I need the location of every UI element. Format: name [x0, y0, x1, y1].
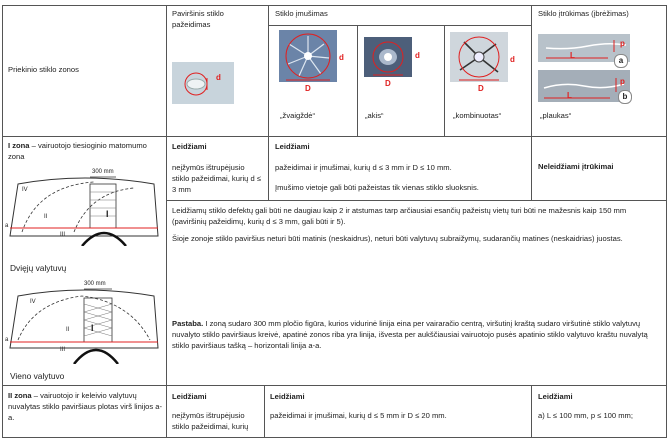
col-divider-3: [531, 5, 532, 201]
subcol-divider-1: [357, 25, 358, 136]
zone1-note-1: Leidžiamų stiklo defektų gali būti ne daugiau kaip 2 ir atstumas tarp arčiausiai esančių pažeistų vietų turi būti ne mažesnis kaip 150 mm (paviršinių pažeidimų, kurių d ≤ 3 mm, gali būti ir 5).: [172, 206, 627, 226]
zone-diagram-two-wipers: [4, 170, 164, 246]
zone2-title-bold: II zona: [8, 391, 32, 400]
diagram2-zone-I: I: [91, 323, 94, 333]
zone2-surface-allowed: Leidžiami: [172, 392, 207, 401]
crack-image-b: [538, 70, 630, 102]
crack-b-badge: b: [618, 90, 632, 104]
crack-photo-b: [538, 70, 630, 102]
diagram2-zone-III: III: [60, 347, 66, 353]
eye-d-letter: d: [415, 51, 420, 60]
col-divider-1: [166, 5, 167, 438]
zone2-impact-allowed: Leidžiami: [270, 392, 305, 401]
crack-p-letter-a: p: [620, 39, 625, 48]
zone2-crack-text: a) L ≤ 100 mm, p ≤ 100 mm;: [538, 411, 633, 420]
eye-label: „akis“: [365, 111, 384, 120]
diagram2-a-left: a: [5, 337, 9, 343]
impact-header: Stiklo įmušimas: [275, 9, 328, 18]
diagram2-zone-II: II: [66, 327, 70, 333]
zone1-surface-allowed: Leidžiami: [172, 142, 207, 151]
subcol-divider-2: [444, 25, 445, 136]
combined-photo: [450, 32, 508, 82]
star-photo: [279, 30, 337, 82]
star-label: „žvaigždė“: [280, 111, 316, 120]
surface-damage-header: Paviršinis stiklo pažeidimas: [172, 9, 224, 29]
diagram1-a-left: a: [5, 223, 9, 229]
diagram1-zone-I: I: [106, 209, 109, 219]
crack-L-letter-b: L: [567, 91, 572, 100]
star-D-letter: D: [305, 84, 311, 93]
zone1-note-2: Šioje zonoje stiklo paviršius neturi būti matinis (neskaidrus), neturi būti valytuvų subraižymų, sudarančių matines (neskaidrias) juostas.: [172, 234, 623, 243]
zone2-title: [8, 390, 163, 423]
zone2-title-rest: – vairuotojo ir keleivio valytuvų nuvalytas stiklo paviršiaus plotas virš linijos a-a.: [8, 391, 163, 422]
diagram1-caption: Dvięjų valytuvų: [10, 263, 67, 273]
combined-d-letter: d: [510, 55, 515, 64]
subrow-divider: [268, 25, 531, 26]
eye-photo: [364, 37, 412, 77]
diagram2-zone-IV: IV: [30, 299, 36, 305]
zone-diagram-one-wiper: [4, 282, 164, 364]
surface-damage-photo: [172, 62, 234, 104]
zone1-note-3: [172, 318, 662, 351]
crack-p-letter-b: p: [620, 77, 625, 86]
zone1-note-3-text: I zoną sudaro 300 mm pločio figūra, kurios vidurinė linija eina per vairaračio centrą, viršutinį kraštą sudaro viršutinė stiklo valytuvų nuvalyto stiklo paviršiaus kreivė, apatinė zonos riba yra linija, išvesta per aukščiausiai vairuotojo pusės apatinio stiklo valytuvo kraštu nuvalytą stiklo paviršiaus tašką – horizontali linija a-a.: [172, 319, 648, 350]
zone2-surface-text: neįžymūs ištrupėjusio stiklo pažeidimai, kurių: [172, 411, 249, 431]
zone1-title: [8, 140, 163, 162]
zone1-title-rest: – vairuotojo tiesioginio matomumo zona: [8, 141, 147, 161]
zone1-impact-allowed: Leidžiami: [275, 142, 310, 151]
surface-damage-image: [172, 62, 234, 104]
row-divider-2: [2, 385, 667, 386]
diagram2-width-label: 300 mm: [84, 281, 106, 287]
eye-image: [364, 37, 412, 77]
zone1-impact-text2: Įmušimo vietoje gali būti pažeistas tik vienas stiklo sluoksnis.: [275, 183, 479, 192]
floating-label: „plaukas“: [540, 111, 572, 120]
diagram1-zone-III: III: [60, 232, 66, 238]
crack-L-letter-a: L: [570, 51, 575, 60]
star-d-letter: d: [339, 53, 344, 62]
combined-D-letter: D: [478, 84, 484, 93]
combined-label: „kombinuotas“: [453, 111, 502, 120]
combined-image: [450, 32, 508, 82]
diagram1-zone-IV: IV: [22, 187, 28, 193]
zone2-crack-allowed: Leidžiami: [538, 392, 573, 401]
crack-header: Stiklo įtrūkimas (įbrėžimas): [538, 9, 629, 18]
table-border-bottom: [2, 437, 667, 438]
table-border-right: [666, 5, 667, 438]
diagram1-width-label: 300 mm: [92, 169, 114, 175]
col-divider-2-bottom: [264, 385, 265, 438]
zone1-impact-text1: pažeidimai ir įmušimai, kurių d ≤ 3 mm ir D ≤ 10 mm.: [275, 163, 452, 172]
col-divider-3-bottom: [531, 385, 532, 438]
row-divider-notes: [166, 200, 667, 201]
crack-a-badge: a: [614, 54, 628, 68]
table-border-top: [2, 5, 667, 6]
zone2-impact-text: pažeidimai ir įmušimai, kurių d ≤ 5 mm ir D ≤ 20 mm.: [270, 411, 447, 420]
zone1-note-3-bold: Pastaba.: [172, 319, 204, 328]
table-border-left: [2, 5, 3, 438]
zone1-crack-text: Neleidžiami įtrūkimai: [538, 162, 614, 171]
eye-D-letter: D: [385, 79, 391, 88]
zone1-notes: [172, 205, 662, 250]
col-divider-2-top: [268, 5, 269, 201]
diagram1-zone-II: II: [44, 214, 48, 220]
star-image: [279, 30, 337, 82]
zone1-surface-text: neįžymūs ištrupėjusio stiklo pažeidimai, kurių d ≤ 3 mm: [172, 163, 262, 194]
surface-d-letter: d: [216, 73, 221, 82]
diagram2-caption: Vieno valytuvo: [10, 371, 65, 381]
zone1-title-bold: I zona: [8, 141, 30, 150]
row-divider-1: [2, 136, 667, 137]
zones-header: Priekinio stiklo zonos: [8, 65, 79, 74]
